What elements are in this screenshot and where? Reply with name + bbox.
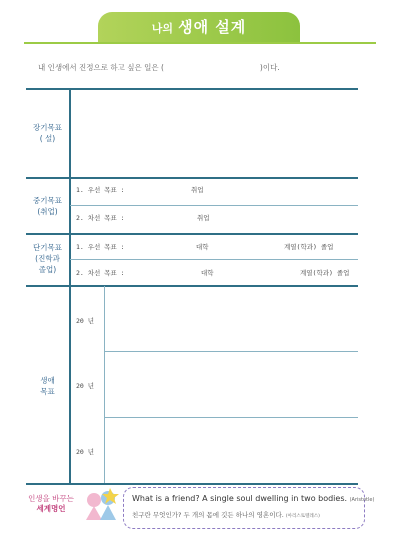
mid-first-label: 1. 우선 목표 : — [76, 186, 125, 194]
life-divider-1 — [104, 351, 358, 352]
life-divider-2 — [104, 417, 358, 418]
intro-sentence — [38, 62, 378, 73]
short-first-extra: 계열(학과) 졸업 — [284, 243, 334, 251]
intro-before: 내 인생에서 진정으로 하고 싶은 일은 ( — [38, 63, 164, 72]
short-first-value[interactable]: 대학 — [196, 243, 209, 251]
life-goal-label: 생애 목표 — [40, 376, 55, 396]
page-title: 생애 설계 — [178, 18, 247, 36]
year-column-divider — [104, 286, 105, 483]
table-bottom-line — [26, 483, 358, 485]
intro-after: )이다. — [259, 63, 280, 72]
long-term-area[interactable] — [71, 90, 358, 176]
quote-korean: 친구란 무엇인가? 두 개의 몸에 깃든 하나의 영혼이다. (아리스토텔레스) — [132, 511, 320, 519]
short-term-label: 단기목표 (진학과 졸업) — [33, 243, 62, 274]
short-second-value[interactable]: 대학 — [201, 269, 214, 277]
short-second-extra: 계열(학과) 졸업 — [300, 269, 350, 277]
life-year-3[interactable]: 20 년 — [76, 448, 95, 456]
header-rule — [24, 42, 376, 44]
row-divider-mid — [26, 233, 358, 235]
cartoon-friends-icon — [80, 486, 122, 522]
mid-first-value[interactable]: 취업 — [191, 186, 204, 194]
row-divider-long — [26, 177, 358, 179]
quote-english-author: (Aristotle) — [349, 497, 375, 503]
mid-second-label: 2. 차선 목표 : — [76, 214, 125, 222]
life-year-2[interactable]: 20 년 — [76, 382, 95, 390]
life-year-1[interactable]: 20 년 — [76, 317, 95, 325]
quote-corner-label: 인생을 바꾸는 세계명언 — [28, 494, 74, 513]
short-first-label: 1. 우선 목표 : — [76, 243, 125, 251]
title-banner — [98, 12, 300, 42]
mid-divider — [70, 205, 358, 206]
title-small: 나의 — [151, 22, 173, 35]
quote-english: What is a friend? A single soul dwelling in two bodies. (Aristotle) — [132, 494, 375, 503]
quote-korean-author: (아리스토텔레스) — [285, 514, 320, 519]
mid-term-label: 중기목표 (취업) — [33, 196, 62, 216]
quote-bubble — [123, 487, 375, 529]
mid-second-value[interactable]: 취업 — [197, 214, 210, 222]
row-divider-short — [26, 285, 358, 287]
long-term-label: 장기목표 ( 설) — [33, 123, 62, 143]
short-second-label: 2. 차선 목표 : — [76, 269, 125, 277]
short-divider — [70, 259, 358, 260]
